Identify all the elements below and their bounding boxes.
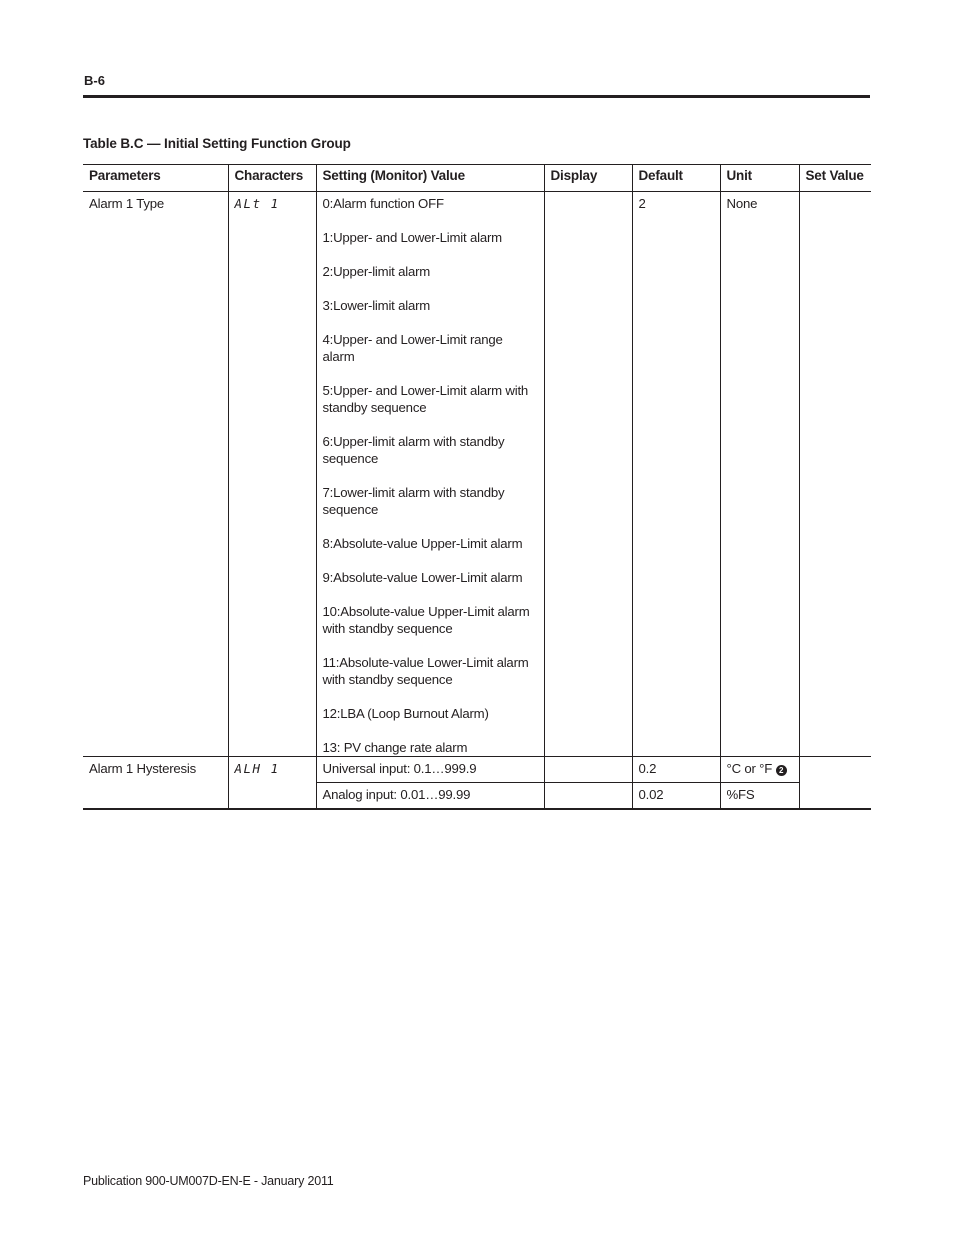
table-row-alarm-type — [83, 192, 871, 757]
initial-setting-table — [83, 164, 871, 810]
table-header-row — [83, 165, 871, 192]
segment-display-code: ALt 1 — [234, 196, 280, 211]
header-characters: Characters — [228, 165, 316, 192]
header-rule — [83, 95, 870, 98]
option-item: 8:Absolute-value Upper-Limit alarm — [322, 536, 523, 551]
option-item: 13: PV change rate alarm — [322, 740, 468, 755]
option-item: 1:Upper- and Lower-Limit alarm — [322, 230, 502, 245]
footnote-marker: 2 — [776, 765, 787, 776]
cell-unit — [720, 757, 799, 783]
cell-default: 0.02 — [632, 783, 720, 809]
header-parameters: Parameters — [83, 165, 228, 192]
cell-unit: %FS — [720, 783, 799, 809]
cell-default: 2 — [632, 192, 720, 757]
option-item: 10:Absolute-value Upper-Limit alarm with standby sequence — [322, 604, 530, 636]
unit-text: °C or °F — [726, 761, 773, 776]
header-default: Default — [632, 165, 720, 192]
option-item: 0:Alarm function OFF — [322, 196, 444, 211]
option-item: 12:LBA (Loop Burnout Alarm) — [322, 706, 489, 721]
option-item: 4:Upper- and Lower-Limit range alarm — [322, 332, 503, 364]
header-set-value: Set Value — [799, 165, 871, 192]
cell-display — [544, 783, 632, 809]
header-setting-value: Setting (Monitor) Value — [316, 165, 544, 192]
cell-display — [544, 757, 632, 783]
cell-set-value — [799, 192, 871, 757]
cell-setting-options — [316, 192, 544, 757]
cell-setting: Analog input: 0.01…99.99 — [316, 783, 544, 809]
cell-unit: None — [720, 192, 799, 757]
option-item: 9:Absolute-value Lower-Limit alarm — [322, 570, 523, 585]
option-item: 5:Upper- and Lower-Limit alarm with standby sequence — [322, 383, 529, 415]
option-item: 11:Absolute-value Lower-Limit alarm with standby sequence — [322, 655, 529, 687]
cell-characters — [228, 757, 316, 809]
cell-parameter: Alarm 1 Type — [83, 192, 228, 757]
cell-setting: Universal input: 0.1…999.9 — [316, 757, 544, 783]
header-unit: Unit — [720, 165, 799, 192]
cell-default: 0.2 — [632, 757, 720, 783]
cell-characters — [228, 192, 316, 757]
page-number: B-6 — [84, 73, 105, 88]
header-display: Display — [544, 165, 632, 192]
cell-parameter: Alarm 1 Hysteresis — [83, 757, 228, 809]
option-item: 2:Upper-limit alarm — [322, 264, 431, 279]
cell-display — [544, 192, 632, 757]
publication-footer: Publication 900-UM007D-EN-E - January 2011 — [83, 1174, 334, 1188]
option-item: 6:Upper-limit alarm with standby sequence — [322, 434, 505, 466]
segment-display-code: ALH 1 — [234, 761, 280, 776]
table-row-hysteresis-universal — [83, 757, 871, 783]
cell-set-value — [799, 757, 871, 809]
option-item: 7:Lower-limit alarm with standby sequence — [322, 485, 505, 517]
option-item: 3:Lower-limit alarm — [322, 298, 431, 313]
table-title: Table B.C — Initial Setting Function Group — [83, 136, 351, 151]
